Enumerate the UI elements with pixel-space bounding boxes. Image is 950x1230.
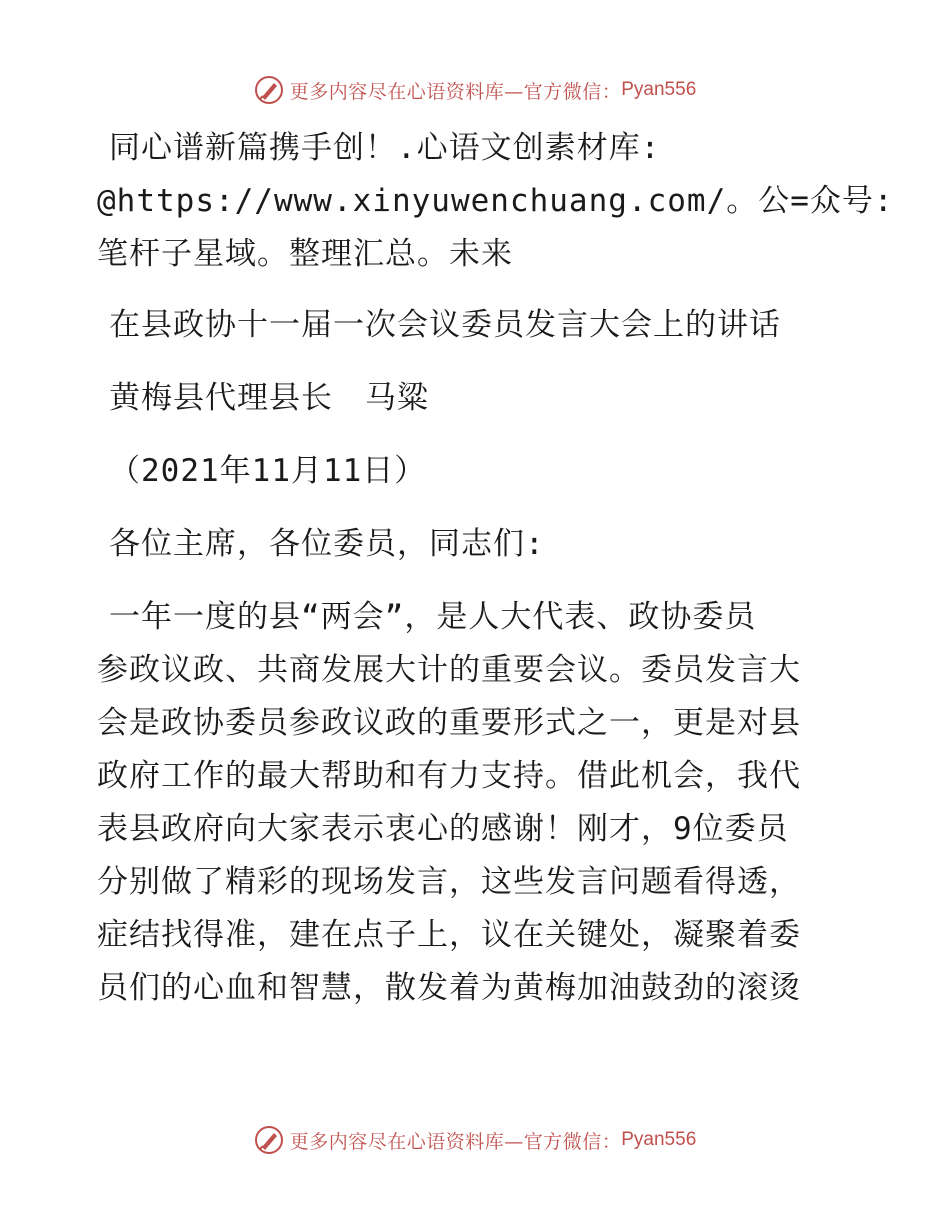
paragraph-line: 参政议政、共商发展大计的重要会议。委员发言大	[97, 652, 801, 688]
footer-watermark	[0, 1120, 950, 1160]
paragraph-line: 会是政协委员参政议政的重要形式之一，更是对县	[97, 705, 801, 741]
paragraph-line: 员们的心血和智慧，散发着为黄梅加油鼓劲的滚烫	[97, 970, 801, 1006]
watermark-wechat-id: Pyan556	[621, 79, 697, 100]
document-date: （2021年11月11日）	[109, 453, 427, 489]
watermark-text: 更多内容尽在心语资料库—官方微信：	[289, 1130, 622, 1153]
paragraph-line: 症结找得准，建在点子上，议在关键处，凝聚着委	[97, 917, 801, 953]
intro-line: @https://www.xinyuwenchuang.com/。公=众号:	[97, 183, 894, 219]
watermark-text: 更多内容尽在心语资料库—官方微信：	[289, 80, 622, 103]
pen-logo-icon	[254, 1125, 284, 1155]
document-title: 在县政协十一届一次会议委员发言大会上的讲话	[109, 307, 781, 343]
salutation: 各位主席，各位委员，同志们:	[109, 526, 545, 562]
paragraph-line: 分别做了精彩的现场发言，这些发言问题看得透，	[97, 864, 801, 900]
watermark-wechat-id: Pyan556	[621, 1129, 697, 1150]
intro-line: 同心谱新篇携手创！.心语文创素材库:	[109, 130, 661, 166]
paragraph-line: 政府工作的最大帮助和有力支持。借此机会，我代	[97, 758, 801, 794]
document-author: 黄梅县代理县长 马粱	[109, 380, 429, 416]
paragraph-line: 一年一度的县“两会”，是人大代表、政协委员	[109, 599, 757, 635]
header-watermark	[0, 70, 950, 110]
intro-line: 笔杆子星域。整理汇总。未来	[97, 236, 513, 272]
paragraph-line: 表县政府向大家表示衷心的感谢！刚才，9位委员	[97, 811, 789, 847]
pen-logo-icon	[254, 75, 284, 105]
document-body	[97, 122, 894, 1015]
body-paragraph	[97, 591, 857, 1015]
